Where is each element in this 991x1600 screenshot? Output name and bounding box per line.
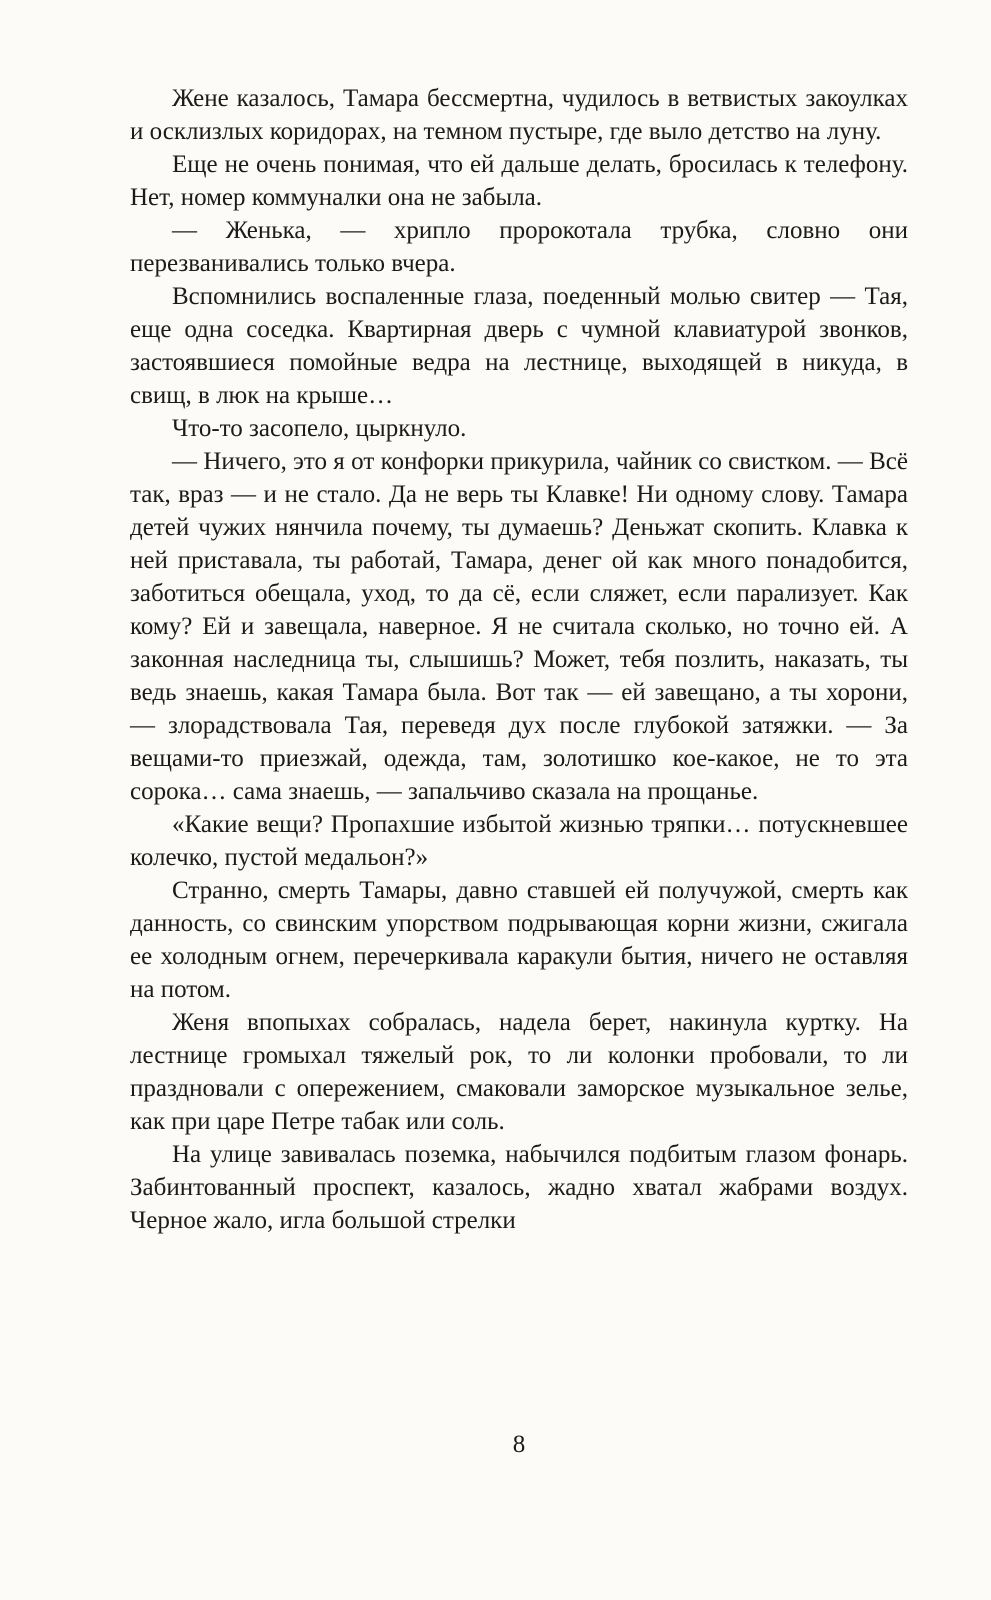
paragraph: Жене казалось, Тамара бессмертна, чудилось в ветвистых закоулках и осклизлых коридорах, на темном пустыре, где выло детство на луну. <box>130 85 908 145</box>
paragraph: Еще не очень понимая, что ей дальше делать, бросилась к телефону. Нет, номер коммуналки она не забыла. <box>130 151 908 211</box>
paragraph: Вспомнились воспаленные глаза, поеденный молью свитер — Тая, еще одна соседка. Квартирная дверь с чумной клавиатурой звонков, застоявшиеся помойные ведра на лестнице, выходящей в никуда, в свищ, в люк на крыше… <box>130 283 908 409</box>
text-block <box>130 82 908 1237</box>
paragraph: — Ничего, это я от конфорки прикурила, чайник со свистком. — Всё так, враз — и не стало. Да не верь ты Клавке! Ни одному слову. Тамара детей чужих нянчила почему, ты думаешь? Деньжат скопить. Клавка к ней приставала, ты работай, Тамара, денег ой как много понадобится, заботиться обещала, уход, то да сё, если сляжет, если парализует. Как кому? Ей и завещала, наверное. Я не считала сколько, но точно ей. А законная наследница ты, слышишь? Может, тебя позлить, наказать, ты ведь знаешь, какая Тамара была. Вот так — ей завещано, а ты хорони, — злорадствовала Тая, переведя дух после глубокой затяжки. — За вещами-то приезжай, одежда, там, золотишко кое-какое, не то эта сорока… сама знаешь, — запальчиво сказала на прощанье. <box>130 448 908 805</box>
paragraph: Женя впопыхах собралась, надела берет, накинула куртку. На лестнице громыхал тяжелый рок, то ли колонки пробовали, то ли праздновали с опережением, смаковали заморское музыкальное зелье, как при царе Петре табак или соль. <box>130 1009 908 1135</box>
page-number: 8 <box>512 1431 526 1458</box>
paragraph: На улице завивалась поземка, набычился подбитым глазом фонарь. Забинтованный проспект, казалось, жадно хватал жабрами воздух. Черное жало, игла большой стрелки <box>130 1141 908 1234</box>
paragraph: «Какие вещи? Пропахшие избытой жизнью тряпки… потускневшее колечко, пустой медальон?» <box>130 811 908 871</box>
paragraph: Странно, смерть Тамары, давно ставшей ей получужой, смерть как данность, со свинским упорством подрывающая корни жизни, сжигала ее холодным огнем, перечеркивала каракули бытия, ничего не оставляя на потом. <box>130 877 908 1003</box>
paragraph: — Женька, — хрипло пророкотала трубка, словно они перезванивались только вчера. <box>130 217 908 277</box>
paragraph: Что-то засопело, цыркнуло. <box>172 415 467 442</box>
